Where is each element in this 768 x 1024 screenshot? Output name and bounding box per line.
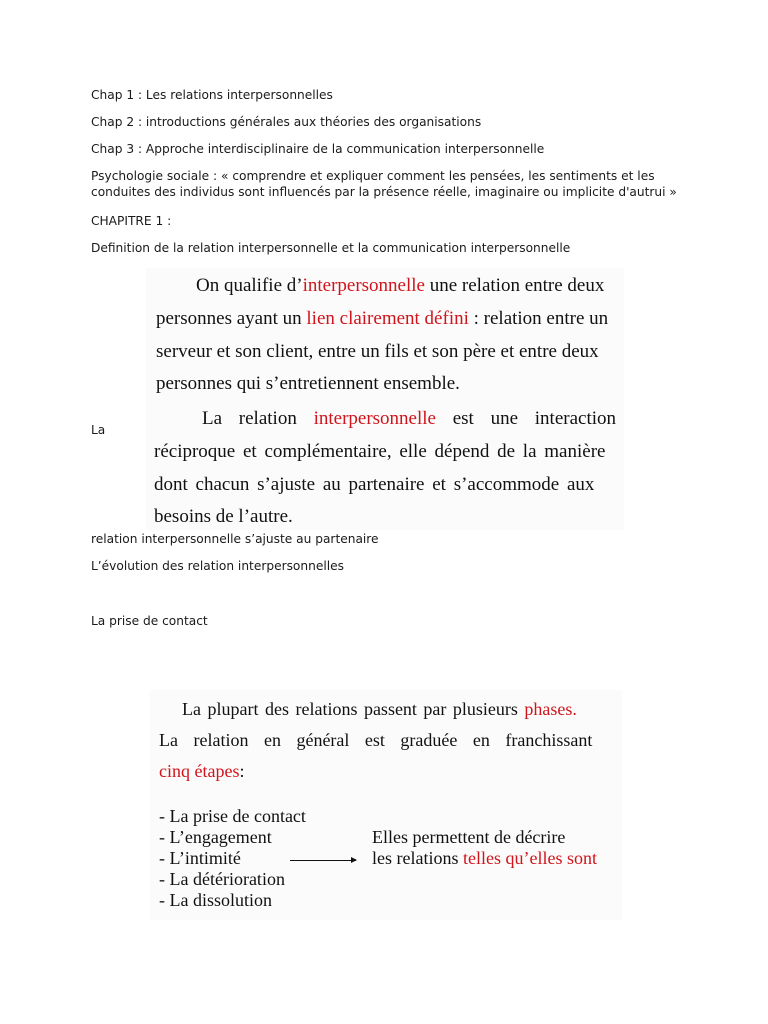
image2-note-2-start: les relations: [372, 848, 463, 868]
outline-chap1: Chap 1 : Les relations interpersonnelles: [91, 88, 333, 102]
image1-line-5-highlight: interpersonnelle: [313, 408, 436, 429]
image1-line-2: [156, 308, 608, 330]
image1-line-2-end: : relation entre un: [468, 308, 609, 329]
relation-adjusts-text: relation interpersonnelle s’ajuste au partenaire: [91, 532, 379, 546]
image1-line-7: dont chacun s’ajuste au partenaire et s’accommode aux: [154, 474, 595, 495]
image1-line-5-end: est une interaction: [435, 408, 617, 429]
image1-line-6: réciproque et complémentaire, elle dépend de la manière: [154, 441, 606, 462]
stage-item: - L’engagement: [159, 827, 272, 847]
image1-line-1-start: On qualifie d’: [196, 275, 303, 296]
image1-line-1-highlight: interpersonnelle: [302, 275, 425, 296]
image1-line-5-start: La relation: [202, 408, 314, 429]
image2-line-3-end: :: [239, 761, 245, 781]
image2-line-1-highlight: phases.: [524, 699, 577, 719]
first-contact-heading: La prise de contact: [91, 614, 208, 628]
psychology-line-1: Psychologie sociale : « comprendre et expliquer comment les pensées, les sentiments et les: [91, 169, 655, 183]
image1-line-2-start: personnes ayant un: [156, 308, 307, 329]
image2-line-3-highlight: cinq étapes: [159, 761, 240, 781]
image2-line-1-start: La plupart des relations passent par plusieurs: [182, 699, 525, 719]
stage-item: - La détérioration: [159, 869, 285, 889]
evolution-heading: L’évolution des relation interpersonnelles: [91, 559, 344, 573]
image1-line-1-end: une relation entre deux: [424, 275, 605, 296]
phases-image: [150, 690, 622, 920]
image2-note-1: Elles permettent de décrire: [372, 827, 566, 847]
chapter-heading: CHAPITRE 1 :: [91, 214, 172, 228]
stage-item: - L’intimité: [159, 848, 241, 868]
image2-note-2: [372, 848, 597, 869]
psychology-definition: [91, 168, 677, 200]
outline-chap2: Chap 2 : introductions générales aux théories des organisations: [91, 115, 482, 129]
la-fragment: La: [91, 423, 106, 437]
image1-line-4: personnes qui s’entretiennent ensemble.: [156, 373, 460, 394]
image2-note-2-highlight: telles qu’elles sont: [462, 848, 597, 868]
image2-line-2: La relation en général est graduée en franchissant: [159, 730, 593, 750]
image1-line-2-highlight: lien clairement défini: [306, 308, 469, 329]
image1-line-5: [202, 408, 616, 430]
image2-line-3: [159, 761, 244, 782]
image1-line-1: [196, 275, 604, 297]
psychology-line-2: conduites des individus sont influencés par la présence réelle, imaginaire ou implicite d'autrui »: [91, 185, 677, 199]
image1-line-3: serveur et son client, entre un fils et son père et entre deux: [156, 341, 599, 362]
image1-line-8: besoins de l’autre.: [154, 506, 293, 527]
stage-item: - La dissolution: [159, 890, 272, 910]
outline-chap3: Chap 3 : Approche interdisciplinaire de la communication interpersonnelle: [91, 142, 545, 156]
definition-image: [146, 268, 624, 530]
stage-item: - La prise de contact: [159, 806, 306, 826]
image2-line-1: [182, 699, 577, 720]
definition-heading: Definition de la relation interpersonnelle et la communication interpersonnelle: [91, 241, 571, 255]
right-arrow-icon: [290, 860, 356, 861]
